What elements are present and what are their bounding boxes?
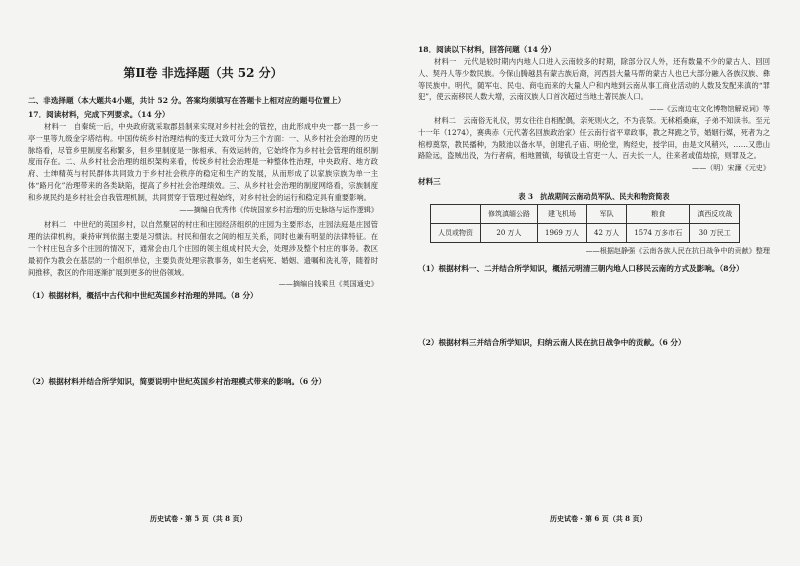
- material-1-text: 材料一 自秦统一后，中央政府就采取郡县制来实现对乡村社会的管控，由此形成中央一郡一县一乡一亭一里等九级金字塔结构。中国传统乡村治理结构的变迁大致可分为三个方面：一、从乡村社会治理的历史脉络看，尽管乡里制度名称繁多，但乡里制度是一脉相承、有效运转的，它始终作为乡村社会管理的组织制度而存在。二、从乡村社会治理的组织架构来看，传统乡村社会治理是一种整体性治理，中央政府、地方政府、士绅精英与村民群体共同致力于乡村社会秩序的稳定和生产的发展，从而形成了以家族宗族为单一主体“路月化”治理带来的各类缺陷，提高了乡村社会治理绩效。三、从乡村社会治理的制度网络看，宗族制度和乡规民约是乡村社会自我管理机制，共同贯穿于管理过程始终，对乡村社会的运行和稳定具有重要影响。: [28, 122, 378, 202]
- table-cell: 1969 万人: [538, 223, 587, 242]
- table-cell: 滇西反攻战: [690, 204, 740, 223]
- table-cell: 20 万人: [481, 223, 538, 242]
- question-17-1: （1）根据材料，概括中古代和中世纪英国乡村治理的异同。（8 分）: [28, 291, 258, 301]
- part-title: 第Ⅱ卷 非选择题（共 52 分）: [123, 66, 283, 80]
- question-18-heading: 18．阅读以下材料，回答问题（14 分）: [418, 45, 556, 54]
- mobilization-table: [430, 204, 740, 243]
- table-cell: 建飞机场: [538, 204, 587, 223]
- table-cell: [431, 204, 481, 223]
- question-17-2: （2）根据材料并结合所学知识，简要说明中世纪英国乡村治理模式带来的影响。（6 分）: [28, 377, 326, 387]
- material-2-text: 材料二 云南俗无礼仪，男女往往自相配偶，亲死则火之，不为丧祭。无秫稻桑麻，子弟不知读书。至元十一年（1274），赛典赤（元代著名回族政治家）任云南行省平章政事，教之拜跪之节，婚姻行媒，死者为之棺椁奠祭，教民播种，为陂池以备水旱，创建孔子庙、明伦堂，购经史，授学田，由是文风稍兴，……又患山路险远，盗贼出没，为行者病，相地置镇，每镇设土官吏一人、百夫长一人，往来者或值劫掠，则罪及之。: [418, 115, 770, 161]
- section-heading: 二、非选择题（本大题共4小题，共计 52 分。答案均须填写在答题卡上相对应的题号位置上）: [28, 96, 346, 105]
- table-source: ——根据赵静强《云南各族人民在抗日战争中的贡献》整理: [585, 245, 770, 255]
- material-1-source: ——摘编自优秀伟《传统国家乡村治理的历史脉络与运作逻辑》: [179, 204, 378, 214]
- question-18-2: （2）根据材料三并结合所学知识，归纳云南人民在抗日战争中的贡献。（6 分）: [418, 337, 686, 347]
- material-1-source: ——《云南边屯文化博物馆解说词》等: [649, 104, 770, 114]
- left-page-footer: 历史试卷・第 5 页（共 8 页）: [150, 514, 247, 523]
- question-18-1: （1）根据材料一、二并结合所学知识，概括元明清三朝内地人口移民云南的方式及影响。（8分）: [418, 263, 744, 273]
- material-2-text: 材料二 中世纪的英国乡村，以自然聚居的村庄和庄园经济组织的庄园为主要形态，庄园法庭是庄园管理的法律机构，秉持审判依据主要是习惯法。村民和佃农之间的相互关系，同时也兼有明显的法律特征。在一个村庄包含多个庄园的情况下，通常会由几个庄园的领主组成村民大会，处理涉及整个村庄的事务。教区最初作为教会在基层的一个组织单位，主要负责处理宗教事务，如生老病死、婚姻、遗嘱和洗礼等，随着时间推移，教区的作用逐渐扩展到更多的世俗领域。: [28, 220, 378, 277]
- table-cell: 30 万民工: [690, 223, 740, 242]
- table-caption: 表 3 抗战期间云南动员军队、民夫和物资简表: [518, 191, 670, 201]
- table-row: [431, 223, 740, 242]
- table-cell: 修筑滇缅公路: [481, 204, 538, 223]
- material-1-text: 材料一 元代是较时期内内地人口进入云南较多的时期，除部分汉人外，还有数量不少的蒙古人、回回人、契丹人等少数民族。今保山腾越县有蒙古族后裔，河西县大量马帮的蒙古人也已大部分融入各族汉族、彝等民族中。明代，随军屯、民屯、商屯而来的大量人户和内地到云南从事工商业活动的人数及发配来滇的“罪犯”，使云南移民人数大增，云南汉族人口首次超过当地土著民族人口。: [418, 57, 770, 102]
- table-cell: 军队: [587, 204, 627, 223]
- material-2-source: ——摘编自钱乘旦《英国通史》: [278, 279, 378, 289]
- table-cell: 人员或物资: [431, 223, 481, 242]
- table-cell: 粮食: [627, 204, 690, 223]
- table-cell: 1574 万多市石: [627, 223, 690, 242]
- right-page: [400, 0, 800, 566]
- table-cell: 42 万人: [587, 223, 627, 242]
- question-17-heading: 17．阅读材料，完成下列要求。（14 分）: [28, 110, 170, 119]
- material-2-source: ——（明）宋濂《元史》: [691, 163, 770, 173]
- table-header-row: [431, 204, 740, 223]
- material-3-label: 材料三: [418, 176, 441, 186]
- right-page-footer: 历史试卷・第 6 页（共 8 页）: [550, 514, 647, 523]
